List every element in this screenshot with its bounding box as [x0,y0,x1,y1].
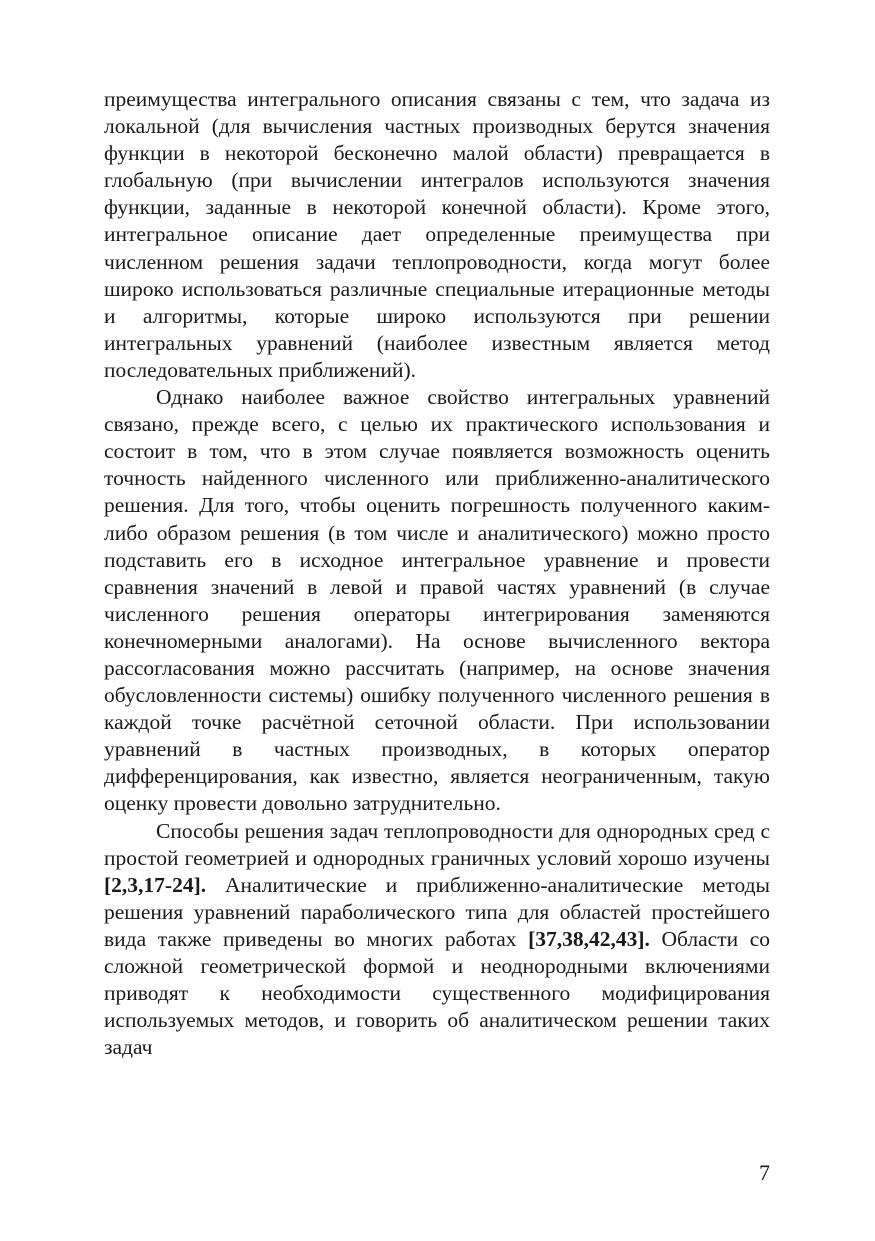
paragraph [104,818,770,1062]
paragraph [104,86,770,384]
paragraph-text: Аналитические и приближенно-аналитические методы решения уравнений параболического типа для областей простейшего вида также приведены во многих работах [104,872,770,951]
body-text [104,86,770,1061]
page-number: 7 [759,1160,770,1185]
paragraph-text: Однако наиболее важное свойство интегральных уравнений связано, прежде всего, с целью их практического использования и состоит в том, что в этом случае появляется возможность оценить точность найденного численного или приближенно-аналитического решения. Для того, чтобы оценить погрешность полученного каким-либо образом решения (в том числе и аналитического) можно просто подставить его в исходное интегральное уравнение и провести сравнения значений в левой и правой частях уравнений (в случае численного решения операторы интегрирования заменяются конечномерными аналогами). На основе вычисленного вектора рассогласования можно рассчитать (например, на основе значения обусловленности системы) ошибку полученного численного решения в каждой точке расчётной сеточной области. При использовании уравнений в частных производных, в которых оператор дифференцирования, как известно, является неограниченным, такую оценку провести довольно затруднительно. [104,385,770,816]
paragraph-text: Способы решения задач теплопроводности для однородных сред с простой геометрией и однородных граничных условий хорошо изучены [104,818,770,870]
reference-citation: [2,3,17-24]. [104,872,207,897]
paragraph-text: преимущества интегрального описания связаны с тем, что задача из локальной (для вычисления частных производных берутся значения функции в некоторой бесконечно малой области) превращается в глобальную (при вычислении интегралов используются значения функции, заданные в некоторой конечной области). Кроме этого, интегральное описание дает определенные преимущества при численном решения задачи теплопроводности, когда могут более широко использоваться различные специальные итерационные методы и алгоритмы, которые широко используются при решении интегральных уравнений (наиболее известным является метод последовательных приближений). [104,87,770,382]
paragraph-text: Области со сложной геометрической формой и неоднородными включениями приводят к необходимости существенного модифицирования используемых методов, и говорить об аналитическом решении таких задач [104,926,770,1060]
reference-citation: [37,38,42,43]. [528,926,650,951]
paragraph [104,384,770,818]
